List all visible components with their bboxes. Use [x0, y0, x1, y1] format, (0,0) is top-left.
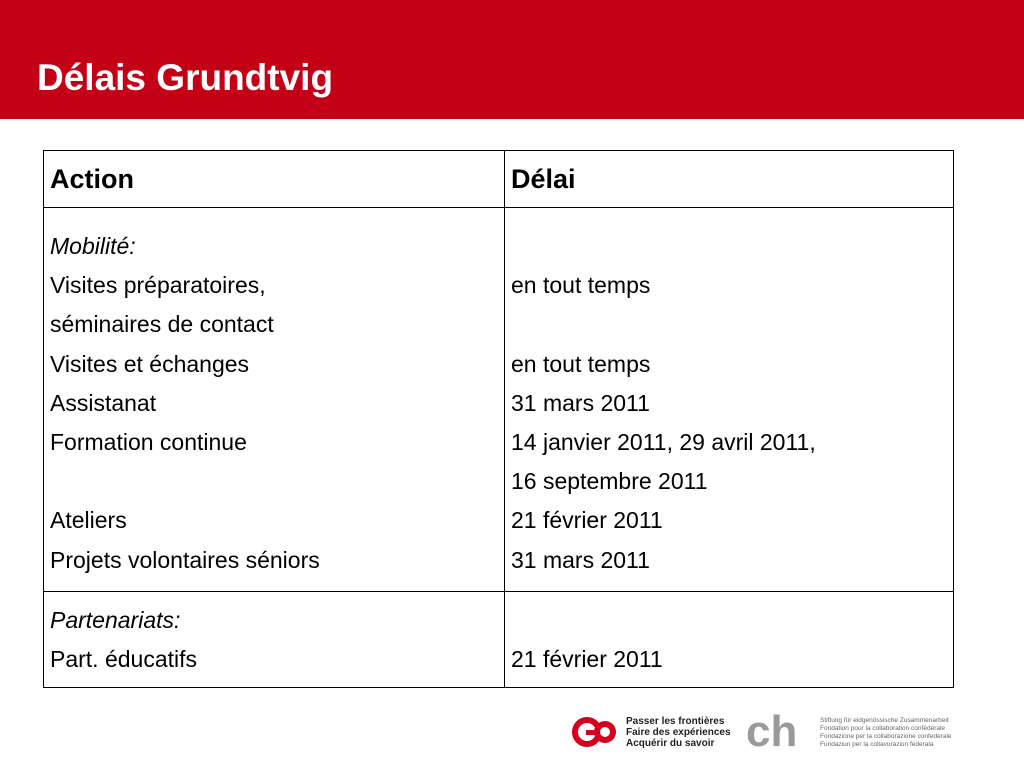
spacer-line — [511, 227, 947, 266]
partnerships-heading: Partenariats: — [50, 606, 181, 633]
ch-tagline-line: Fondazione per la collaborazione confederale — [820, 733, 952, 740]
mobility-action: Ateliers — [50, 507, 127, 534]
mobility-heading: Mobilité: — [50, 233, 136, 259]
mobility-deadline: en tout temps — [511, 272, 651, 299]
mobility-action: Visites et échanges — [50, 350, 250, 377]
partnerships-row — [44, 591, 954, 687]
go-tagline-line: Passer les frontières — [626, 716, 725, 727]
spacer-line — [511, 601, 947, 640]
ch-tagline — [820, 717, 952, 749]
mobility-deadline — [511, 305, 947, 344]
mobility-deadline: 14 janvier 2011, 29 avril 2011, — [511, 428, 816, 455]
mobility-action — [50, 462, 498, 501]
mobility-deadline: 31 mars 2011 — [511, 546, 650, 573]
go-logo-text: GO — [572, 715, 574, 716]
mobility-deadline: en tout temps — [511, 350, 651, 377]
header-deadline: Délai — [505, 151, 954, 208]
mobility-deadline: 16 septembre 2011 — [511, 468, 708, 495]
go-tagline-line: Acquérir du savoir — [626, 738, 715, 749]
ch-tagline-line: Fundaziun per la collavuraziun federala — [820, 741, 934, 748]
mobility-action: Projets volontaires séniors — [50, 546, 320, 573]
mobility-action: séminaires de contact — [50, 311, 274, 338]
partnerships-deadlines-cell — [505, 591, 954, 687]
ch-tagline-line: Fondation pour la collaboration confédérale — [820, 725, 946, 732]
partnerships-actions-cell — [44, 591, 505, 687]
partnerships-deadline: 21 février 2011 — [511, 645, 663, 672]
header-action: Action — [44, 151, 505, 208]
slide-title: Délais Grundtvig — [37, 57, 334, 98]
mobility-action: Formation continue — [50, 428, 247, 455]
mobility-actions-cell — [44, 208, 505, 592]
mobility-deadline: 21 février 2011 — [511, 507, 663, 534]
mobility-action: Visites préparatoires, — [50, 272, 266, 299]
mobility-deadlines-cell — [505, 208, 954, 592]
mobility-action: Assistanat — [50, 389, 157, 416]
go-tagline-line: Faire des expériences — [626, 727, 731, 738]
go-logo — [572, 715, 618, 749]
ch-logo — [746, 712, 810, 750]
table-header-row — [44, 151, 954, 208]
mobility-deadline: 31 mars 2011 — [511, 389, 650, 416]
ch-logo-text: ch — [746, 712, 798, 750]
mobility-row — [44, 208, 954, 592]
partnerships-action: Part. éducatifs — [50, 645, 198, 672]
go-tagline — [626, 716, 731, 749]
deadlines-table — [43, 150, 954, 688]
ch-tagline-line: Stiftung für eidgenössische Zusammenarbeit — [820, 717, 949, 724]
